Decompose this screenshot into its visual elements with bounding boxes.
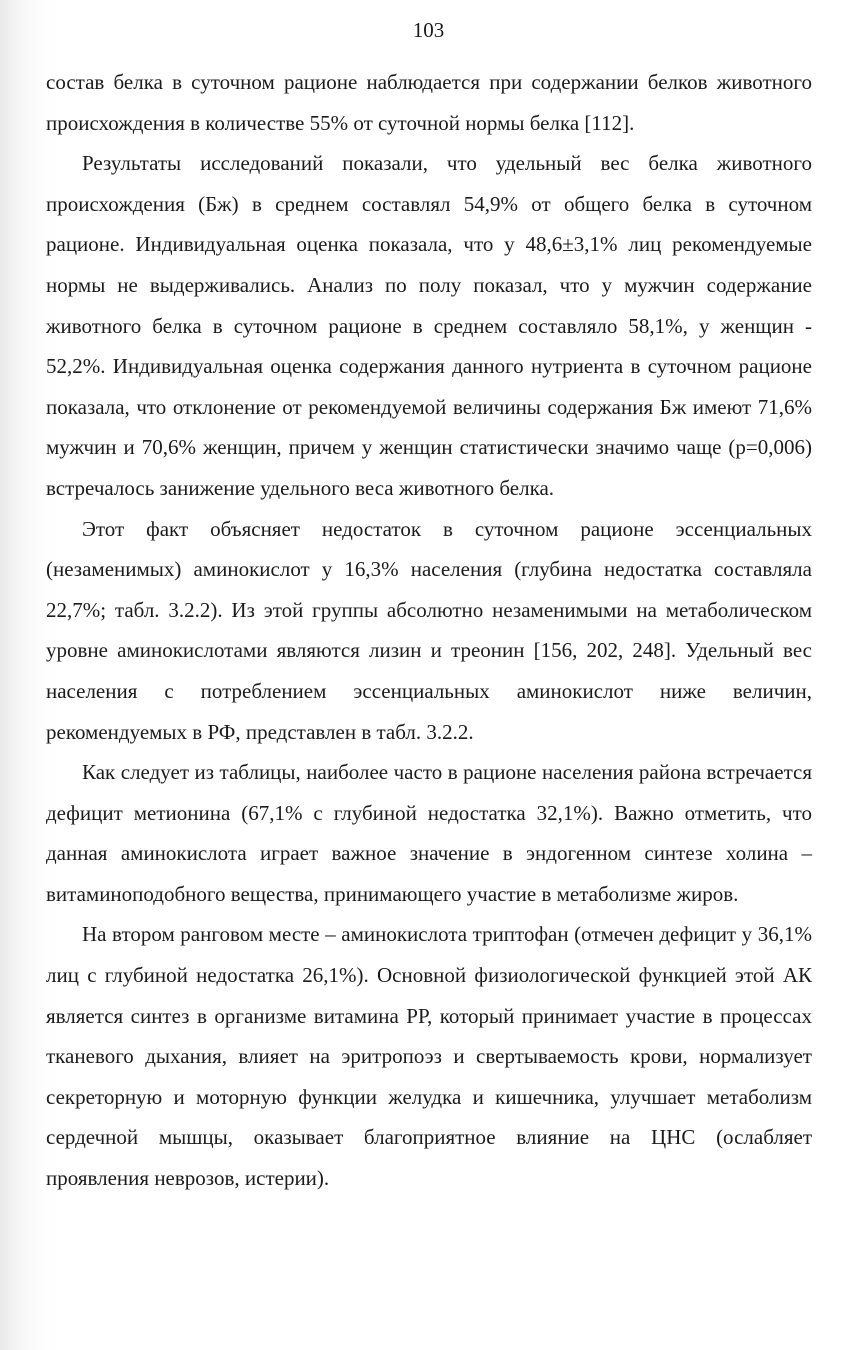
page-body [46, 62, 812, 1199]
paragraph-amino-acids: Этот факт объясняет недостаток в суточном рационе эссенциальных (незаменимых) аминокислот у 16,3% населения (глубина недостатка составляла 22,7%; табл. 3.2.2). Из этой группы абсолютно незаменимыми на метаболическом уровне аминокислотами являются лизин и треонин [156, 202, 248]. Удельный вес населения с потреблением эссенциальных аминокислот ниже величин, рекомендуемых в РФ, представлен в табл. 3.2.2. [46, 516, 812, 744]
paragraph-results: Результаты исследований показали, что удельный вес белка животного происхождения (Бж) в среднем составлял 54,9% от общего белка в суточном рационе. Индивидуальная оценка показала, что у 48,6±3,1% лиц рекомендуемые нормы не выдерживались. Анализ по полу показал, что у мужчин содержание животного белка в суточном рационе в среднем составляло 58,1%, у женщин - 52,2%. Индивидуальная оценка содержания данного нутриента в суточном рационе показала, что отклонение от рекомендуемой величины содержания Бж имеют 71,6% мужчин и 70,6% женщин, причем у женщин статистически значимо чаще (p=0,006) встречалось занижение удельного веса животного белка. [46, 151, 812, 500]
paragraph-tryptophan: На втором ранговом месте – аминокислота триптофан (отмечен дефицит у 36,1% лиц с глубиной недостатка 26,1%). Основной физиологической функцией этой АК является синтез в организме витамина РР, который принимает участие в процессах тканевого дыхания, влияет на эритропоэз и свертываемость крови, нормализует секреторную и моторную функции желудка и кишечника, улучшает метаболизм сердечной мышцы, оказывает благоприятное влияние на ЦНС (ослабляет проявления неврозов, истерии). [46, 922, 812, 1191]
paragraph-continuation: состав белка в суточном рационе наблюдается при содержании белков животного происхождения в количестве 55% от суточной нормы белка [112]. [46, 70, 812, 135]
page-number: 103 [412, 18, 445, 42]
paragraph-methionine: Как следует из таблицы, наиболее часто в рационе населения района встречается дефицит метионина (67,1% с глубиной недостатка 32,1%). Важно отметить, что данная аминокислота играет важное значение в эндогенном синтезе холина – витаминоподобного вещества, принимающего участие в метаболизме жиров. [46, 760, 812, 906]
